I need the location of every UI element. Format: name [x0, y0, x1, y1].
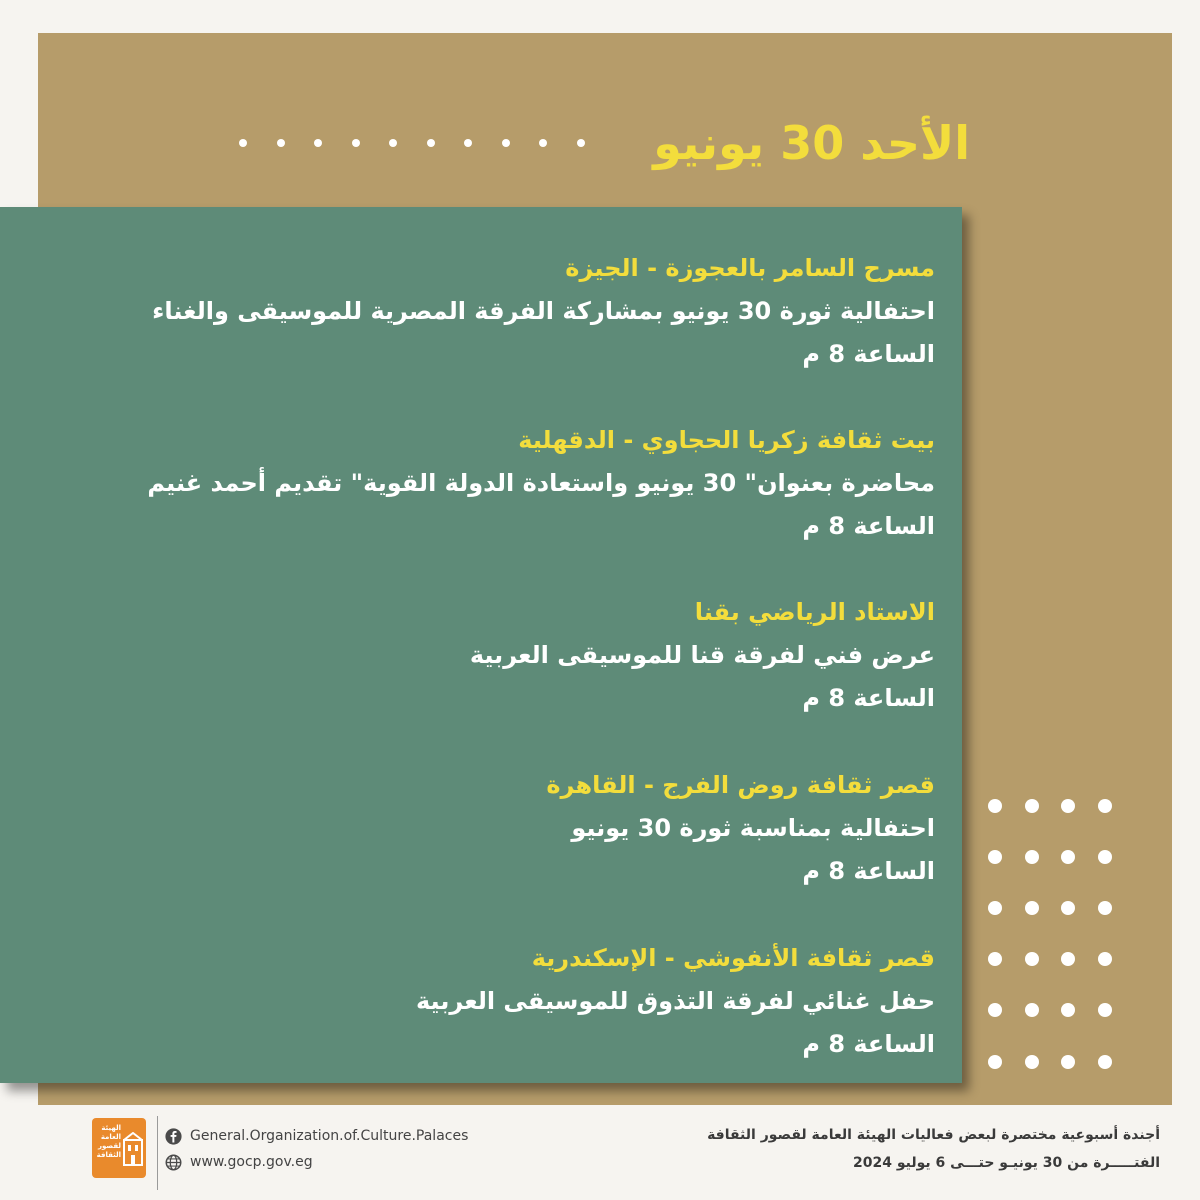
decorative-dot: [1025, 952, 1039, 966]
facebook-page-name: General.Organization.of.Culture.Palaces: [190, 1128, 469, 1144]
decorative-dot: [988, 850, 1002, 864]
event-time: الساعة 8 م: [802, 340, 935, 368]
decorative-dot: [988, 901, 1002, 915]
decorative-dot: [1061, 1055, 1075, 1069]
event-description: حفل غنائي لفرقة التذوق للموسيقى العربية: [416, 987, 935, 1015]
decorative-dot: [988, 952, 1002, 966]
decorative-dot: [577, 139, 585, 147]
decorative-dot: [1025, 799, 1039, 813]
event-venue: قصر ثقافة روض الفرج - القاهرة: [546, 771, 935, 799]
event-time: الساعة 8 م: [802, 1030, 935, 1058]
decorative-dot: [1098, 1055, 1112, 1069]
event-time: الساعة 8 م: [802, 684, 935, 712]
title-dot-row: [239, 139, 589, 149]
decorative-dot: [502, 139, 510, 147]
footer-divider: [157, 1116, 158, 1190]
decorative-dot: [1098, 799, 1112, 813]
building-icon: [123, 1132, 143, 1166]
decorative-dot: [1025, 1003, 1039, 1017]
decorative-dot: [352, 139, 360, 147]
decorative-dot: [1061, 850, 1075, 864]
decorative-dot: [1098, 952, 1112, 966]
decorative-dot: [464, 139, 472, 147]
events-panel: [0, 207, 962, 1083]
event-item: [416, 937, 935, 1066]
website-row: [165, 1152, 313, 1172]
event-venue: بيت ثقافة زكريا الحجاوي - الدقهلية: [518, 426, 935, 454]
facebook-icon: [165, 1128, 182, 1145]
event-item: [546, 764, 935, 893]
page-title: الأحد 30 يونيو: [653, 116, 970, 170]
decorative-dot: [427, 139, 435, 147]
event-item: [470, 591, 935, 720]
decorative-dot: [1061, 1003, 1075, 1017]
decorative-dot: [1098, 901, 1112, 915]
decorative-dot: [1025, 850, 1039, 864]
event-description: محاضرة بعنوان" 30 يونيو واستعادة الدولة القوية" تقديم أحمد غنيم: [147, 469, 935, 497]
decorative-dot: [1098, 850, 1112, 864]
decorative-dot: [988, 799, 1002, 813]
event-description: احتفالية بمناسبة ثورة 30 يونيو: [571, 814, 935, 842]
facebook-row: [165, 1126, 468, 1146]
event-time: الساعة 8 م: [802, 512, 935, 540]
event-description: احتفالية ثورة 30 يونيو بمشاركة الفرقة المصرية للموسيقى والغناء: [152, 297, 935, 325]
decorative-dot: [1061, 952, 1075, 966]
event-item: [147, 419, 935, 548]
gocp-logo: [92, 1118, 146, 1178]
decorative-dot: [314, 139, 322, 147]
decorative-dot: [1098, 1003, 1112, 1017]
decorative-dot: [539, 139, 547, 147]
event-description: عرض فني لفرقة قنا للموسيقى العربية: [469, 641, 935, 669]
event-venue: مسرح السامر بالعجوزة - الجيزة: [565, 254, 935, 282]
website-url: www.gocp.gov.eg: [190, 1154, 313, 1170]
decorative-dot: [389, 139, 397, 147]
event-venue: قصر ثقافة الأنفوشي - الإسكندرية: [531, 944, 935, 972]
event-venue: الاستاد الرياضي بقنا: [694, 598, 935, 626]
agenda-period: الفتـــــرة من 30 يونيـو حتـــى 6 يوليو 2024: [852, 1155, 1160, 1171]
event-time: الساعة 8 م: [802, 857, 935, 885]
decorative-dot: [988, 1055, 1002, 1069]
globe-icon: [165, 1154, 182, 1171]
footer-agenda-info: [707, 1121, 1160, 1177]
decorative-dot: [988, 1003, 1002, 1017]
logo-text: الهيئة العامة لقصور الثقافة: [96, 1124, 121, 1159]
decorative-dot: [239, 139, 247, 147]
decorative-dot: [277, 139, 285, 147]
agenda-description: أجندة أسبوعية مختصرة لبعض فعاليات الهيئة العامة لقصور الثقافة: [707, 1127, 1160, 1143]
decorative-dot: [1061, 799, 1075, 813]
event-item: [152, 247, 935, 376]
decorative-dot: [1025, 901, 1039, 915]
decorative-dot: [1061, 901, 1075, 915]
decorative-dot: [1025, 1055, 1039, 1069]
